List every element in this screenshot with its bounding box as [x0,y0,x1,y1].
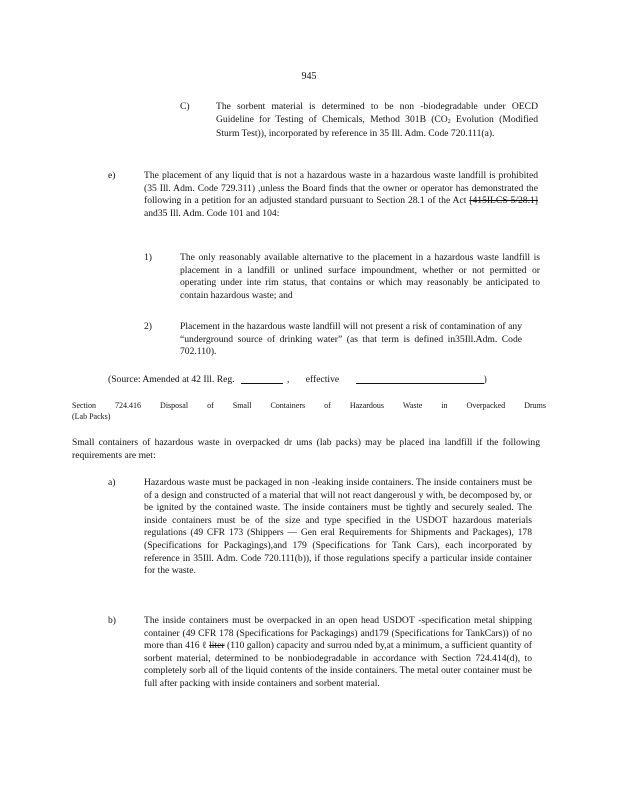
item-e-2 [0,321,618,363]
item-c-label: C) [180,101,190,112]
item-e-2-label: 2) [144,321,152,332]
item-e-1-label: 1) [144,252,152,263]
item-c-text-rest: Evolution (Modified Sturm Test)), incorporated by reference in 35 Ill. Adm. Code 720.111(a). [216,113,538,140]
source-effective: effective [305,374,340,385]
item-c-text [216,101,538,141]
section-intro: Small containers of hazardous waste in overpacked dr ums (lab packs) may be placed ina landfill if the following requirements are met: [72,437,540,461]
section-heading-line2: (Lab Packs) [72,412,111,421]
section-heading-line1: Section 724.416 Disposal of Small Containers of Hazardous Waste in Overpacked Drums [72,401,546,410]
item-e [0,170,618,240]
item-e-1 [0,252,618,312]
register-page-blank [241,373,283,384]
item-a-text: Hazardous waste must be packaged in non -leaking inside containers. The inside containers must be of a design and constructed of a material that will not react dangerousl y with, be decomposed by, or be ignited by the contained waste. The inside containers must be tightly and securely sealed. The inside containers must be of the size and type specified in the USDOT hazardous materials regulations (49 CFR 173 (Shippers — Gen eral Requirements for Shipments and Packages), 178 (Specifications for Packagings),and 179 (Specifications for Tank Cars), each incorporated by reference in 35Ill. Adm. Code 720.111(b)), if those regulations specify a particular inside container for the waste. [144,477,532,577]
item-c [0,101,618,153]
item-b [0,615,618,730]
page-number: 945 [301,71,317,82]
source-prefix: (Source: Amended at 42 Ill. Reg. [108,374,235,385]
effective-date-blank [356,373,484,384]
item-e-text-b: and35 Ill. Adm. Code 101 and 104: [144,207,280,219]
section-heading [72,400,546,422]
item-a-label: a) [108,477,116,488]
source-close: ) [483,374,487,385]
item-e-label: e) [108,170,116,181]
item-e-text [144,170,538,220]
item-e-1-text: The only reasonably available alternative to the placement in a hazardous waste landfill is placement in a landfill or unlined surface impoundment, whether or not permitted or operating under inte rim status, that contains or which may reasonably be anticipated to contain hazardous waste; and [180,252,540,301]
source-comma: , [286,374,290,385]
item-b-struck-word: liter [209,640,225,652]
co2-subscript: 2 [447,118,451,125]
item-a [0,477,618,605]
item-b-text-a: The inside containers must be overpacked in an open head USDOT -specification metal shipping container (49 CFR 178 (Specifications for Packagings) and179 (Specifications for TankCars)) of no more than 416 ℓ [144,615,532,652]
item-b-text [144,615,532,691]
item-b-text-b: (110 gallon) capacity and surrou nded by,at a minimum, a sufficient quantity of sorbent material, determined to be nonbiodegradable in accordance with Section 724.414(d), to completely sorb all of the liquid contents of the inside containers. The metal outer container must be full after packing with inside containers and sorbent material. [144,640,532,689]
item-e-struck-citation: [415ILCS 5/28.1] [469,195,538,207]
source-note [108,373,528,387]
item-c-text-main: The sorbent material is determined to be non -biodegradable under OECD Guideline for Testing of Chemicals, Method 301B (CO [216,101,538,125]
item-b-label: b) [108,615,116,626]
item-e-2-text: Placement in the hazardous waste landfill will not present a risk of contamination of any “underground source of drinking water” (as that term is defined in35Ill.Adm. Code 702.110). [180,321,522,358]
item-e-text-a: The placement of any liquid that is not a hazardous waste in a hazardous waste landfill is prohibited (35 Ill. Adm. Code 729.311) ,unless the Board finds that the owner or operator has demonstrated the following in a petition for an adjusted standard pursuant to Section 28.1 of the Act [144,170,538,207]
